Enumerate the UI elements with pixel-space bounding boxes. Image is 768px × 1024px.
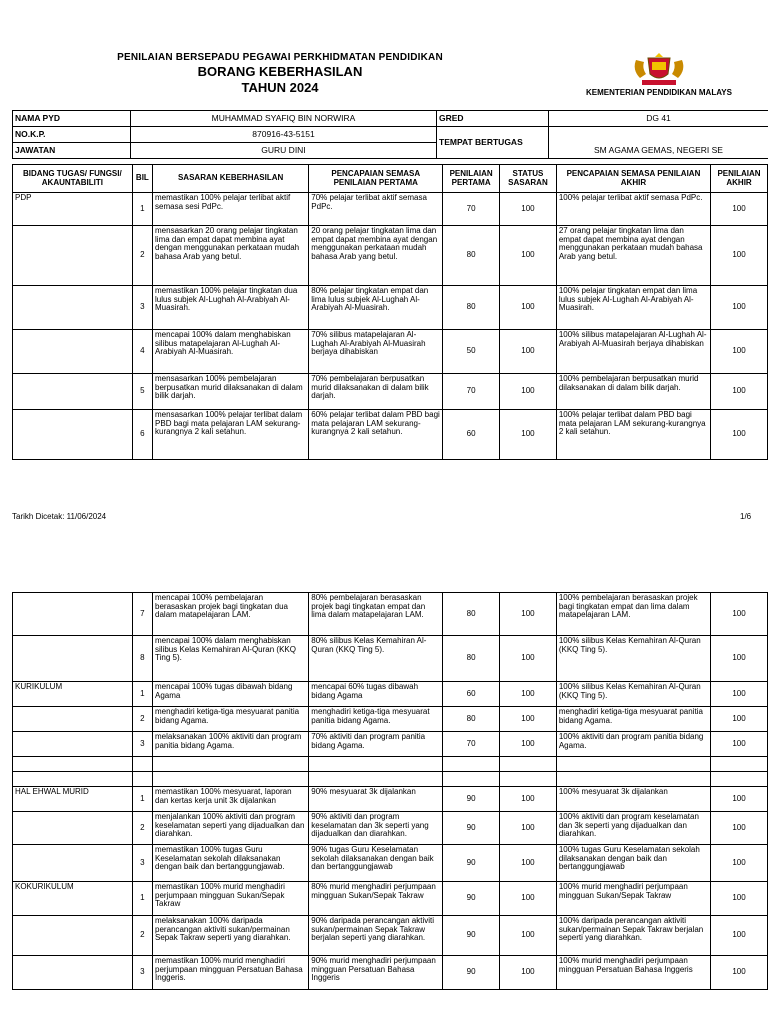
pencapaian-akhir-cell: 100% aktiviti dan program keselamatan dan 3k seperti yang dijadualkan dan diarahkan. [556, 812, 710, 845]
bil-cell: 7 [132, 593, 152, 636]
sasaran-cell: menjalankan 100% aktiviti dan program keselamatan seperti yang dijadualkan dan diarahkan. [153, 812, 309, 845]
status-sasaran-cell: 100 [500, 732, 557, 757]
sasaran-cell: mensasarkan 100% pembelajaran berpusatkan murid dilaksanakan di dalam bilik darjah. [153, 374, 309, 410]
tempat-value: SM AGAMA GEMAS, NEGERI SE [549, 143, 768, 159]
form-title-year: TAHUN 2024 [241, 80, 319, 95]
tempat-label: TEMPAT BERTUGAS [437, 127, 549, 159]
empty-cell [443, 757, 500, 772]
bidang-cell: PDP [13, 193, 133, 226]
penilaian-akhir-cell: 100 [711, 226, 768, 286]
pencapaian-akhir-cell: 100% mesyuarat 3k dijalankan [556, 787, 710, 812]
status-sasaran-cell: 100 [500, 787, 557, 812]
bil-cell: 3 [132, 845, 152, 882]
bidang-cell [13, 812, 133, 845]
table-row [13, 845, 768, 882]
bil-cell: 3 [132, 732, 152, 757]
print-date: Tarikh Dicetak: 11/06/2024 [12, 512, 107, 521]
empty-cell [556, 757, 710, 772]
pencapaian-akhir-cell: 100% tugas Guru Keselamatan sekolah dilaksanakan dengan baik dan bertanggungjawab [556, 845, 710, 882]
table-row [13, 956, 768, 990]
bil-cell: 3 [132, 956, 152, 990]
pencapaian-pertama-cell: 70% aktiviti dan program panitia bidang Agama. [309, 732, 443, 757]
penilaian-pertama-cell: 80 [443, 636, 500, 682]
penilaian-akhir-cell: 100 [711, 956, 768, 990]
empty-cell [309, 772, 443, 787]
nama-value: MUHAMMAD SYAFIQ BIN NORWIRA [131, 111, 437, 127]
bil-cell: 5 [132, 374, 152, 410]
status-sasaran-cell: 100 [500, 193, 557, 226]
penilaian-pertama-cell: 80 [443, 286, 500, 330]
pencapaian-akhir-cell: 100% aktiviti dan program panitia bidang Agama. [556, 732, 710, 757]
empty-cell [13, 772, 133, 787]
table-row [13, 374, 768, 410]
form-title-line1: PENILAIAN BERSEPADU PEGAWAI PERKHIDMATAN PENDIDIKAN [117, 52, 443, 63]
sasaran-cell: mencapai 100% pembelajaran berasaskan projek bagi tingkatan dua dalam matapelajaran LAM. [153, 593, 309, 636]
penilaian-akhir-cell: 100 [711, 193, 768, 226]
penilaian-pertama-cell: 50 [443, 330, 500, 374]
status-sasaran-cell: 100 [500, 226, 557, 286]
status-sasaran-cell: 100 [500, 707, 557, 732]
penilaian-akhir-cell: 100 [711, 374, 768, 410]
penilaian-pertama-cell: 80 [443, 593, 500, 636]
col-penilaian-akhir: PENILAIAN AKHIR [711, 165, 768, 193]
pencapaian-pertama-cell: 20 orang pelajar tingkatan lima dan empat dapat membina ayat dengan menggunakan perkataan mudah bahasa Arab yang betul. [309, 226, 443, 286]
nama-label: NAMA PYD [13, 111, 131, 127]
empty-cell [711, 757, 768, 772]
jawatan-value: GURU DINI [131, 143, 437, 159]
pencapaian-pertama-cell: 90% aktiviti dan program keselamatan dan 3k seperti yang dijadualkan dan diarahkan. [309, 812, 443, 845]
sasaran-cell: mencapai 100% dalam menghabiskan silibus Kelas Kemahiran Al-Quran (KKQ Ting 5). [153, 636, 309, 682]
pencapaian-pertama-cell: 80% murid menghadiri perjumpaan mingguan Sukan/Sepak Takraw [309, 882, 443, 916]
pencapaian-akhir-cell: 100% murid menghadiri perjumpaan mingguan Sukan/Sepak Takraw [556, 882, 710, 916]
bidang-cell [13, 410, 133, 460]
bidang-cell [13, 374, 133, 410]
table-row [13, 682, 768, 707]
table-row [13, 593, 768, 636]
pencapaian-akhir-cell: 100% pembelajaran berasaskan projek bagi tingkatan empat dan lima dalam matapelajaran LAM. [556, 593, 710, 636]
table-row [13, 732, 768, 757]
empty-cell [500, 772, 557, 787]
penilaian-akhir-cell: 100 [711, 286, 768, 330]
status-sasaran-cell: 100 [500, 286, 557, 330]
bidang-cell: KOKURIKULUM [13, 882, 133, 916]
empty-cell [443, 772, 500, 787]
page-number: 1/6 [740, 512, 752, 521]
keberhasilan-table-page2 [12, 592, 768, 990]
table-row [13, 707, 768, 732]
col-bidang: BIDANG TUGAS/ FUNGSI/ AKAUNTABILITI [13, 165, 133, 193]
status-sasaran-cell: 100 [500, 916, 557, 956]
pencapaian-pertama-cell: 70% silibus matapelajaran Al-Lughah Al-Arabiyah Al-Muasirah berjaya dihabiskan [309, 330, 443, 374]
status-sasaran-cell: 100 [500, 410, 557, 460]
sasaran-cell: memastikan 100% mesyuarat, laporan dan kertas kerja unit 3k dijalankan [153, 787, 309, 812]
info-table [12, 110, 768, 159]
pencapaian-akhir-cell: 100% silibus matapelajaran Al-Lughah Al-Arabiyah Al-Muasirah berjaya dihabiskan [556, 330, 710, 374]
bidang-cell [13, 732, 133, 757]
bil-cell: 2 [132, 916, 152, 956]
status-sasaran-cell: 100 [500, 845, 557, 882]
penilaian-akhir-cell: 100 [711, 636, 768, 682]
bidang-cell [13, 636, 133, 682]
penilaian-pertama-cell: 90 [443, 812, 500, 845]
pencapaian-pertama-cell: 90% daripada perancangan aktiviti sukan/permainan Sepak Takraw berjalan seperti yang diarahkan. [309, 916, 443, 956]
penilaian-akhir-cell: 100 [711, 732, 768, 757]
penilaian-akhir-cell: 100 [711, 916, 768, 956]
nokp-label: NO.K.P. [13, 127, 131, 143]
pencapaian-pertama-cell: 80% pembelajaran berasaskan projek bagi tingkatan empat dan lima dalam matapelajaran LAM. [309, 593, 443, 636]
pencapaian-akhir-cell: 100% pelajar terlibat dalam PBD bagi mata pelajaran LAM sekurang-kurangnya 2 kali setahun. [556, 410, 710, 460]
pencapaian-pertama-cell: 90% murid menghadiri perjumpaan mingguan Persatuan Bahasa Inggeris [309, 956, 443, 990]
empty-cell [500, 757, 557, 772]
pencapaian-akhir-cell: 100% pelajar terlibat aktif semasa PdPc. [556, 193, 710, 226]
sasaran-cell: memastikan 100% tugas Guru Keselamatan sekolah dilaksanakan dengan baik dan bertanggungjawab. [153, 845, 309, 882]
table-row [13, 787, 768, 812]
penilaian-pertama-cell: 60 [443, 682, 500, 707]
bil-cell: 2 [132, 707, 152, 732]
ministry-name: KEMENTERIAN PENDIDIKAN MALAYS [586, 88, 732, 97]
table-row [13, 636, 768, 682]
table-row [13, 410, 768, 460]
status-sasaran-cell: 100 [500, 682, 557, 707]
bidang-cell: KURIKULUM [13, 682, 133, 707]
table-row [13, 193, 768, 226]
col-bil: BIL [132, 165, 152, 193]
sasaran-cell: memastikan 100% murid menghadiri perjumpaan mingguan Persatuan Bahasa Inggeris. [153, 956, 309, 990]
table-row [13, 916, 768, 956]
table-row [13, 757, 768, 772]
pencapaian-pertama-cell: 70% pembelajaran berpusatkan murid dilaksanakan di dalam bilik darjah. [309, 374, 443, 410]
col-penilaian-pertama: PENILAIAN PERTAMA [443, 165, 500, 193]
table-row [13, 226, 768, 286]
status-sasaran-cell: 100 [500, 593, 557, 636]
bidang-cell [13, 845, 133, 882]
sasaran-cell: mencapai 100% tugas dibawah bidang Agama [153, 682, 309, 707]
col-sasaran: SASARAN KEBERHASILAN [153, 165, 309, 193]
col-pencapaian-akhir: PENCAPAIAN SEMASA PENILAIAN AKHIR [556, 165, 710, 193]
bil-cell: 1 [132, 787, 152, 812]
bil-cell: 1 [132, 193, 152, 226]
sasaran-cell: mensasarkan 100% pelajar terlibat dalam PBD bagi mata pelajaran LAM sekurang-kurangnya 2 kali setahun. [153, 410, 309, 460]
page-header [0, 0, 768, 112]
penilaian-pertama-cell: 60 [443, 410, 500, 460]
pencapaian-pertama-cell: 80% pelajar tingkatan empat dan lima lulus subjek Al-Lughah Al-Arabiyah Al-Muasirah. [309, 286, 443, 330]
empty-cell [556, 772, 710, 787]
empty-cell [153, 757, 309, 772]
sasaran-cell: mencapai 100% dalam menghabiskan silibus matapelajaran Al-Lughah Al-Arabiyah Al-Muasirah. [153, 330, 309, 374]
pencapaian-pertama-cell: mencapai 60% tugas dibawah bidang Agama [309, 682, 443, 707]
table-row [13, 286, 768, 330]
table-row [13, 882, 768, 916]
sasaran-cell: mensasarkan 20 orang pelajar tingkatan lima dan empat dapat membina ayat dengan menggunakan perkataan mudah bahasa Arab yang betul. [153, 226, 309, 286]
pencapaian-akhir-cell: 100% daripada perancangan aktiviti sukan/permainan Sepak Takraw berjalan seperti yang diarahkan. [556, 916, 710, 956]
pencapaian-akhir-cell: 27 orang pelajar tingkatan lima dan empat dapat membina ayat dengan menggunakan perkataan mudah bahasa Arab yang betul. [556, 226, 710, 286]
pencapaian-pertama-cell: 60% pelajar terlibat dalam PBD bagi mata pelajaran LAM sekurang-kurangnya 2 kali setahun. [309, 410, 443, 460]
bil-cell: 8 [132, 636, 152, 682]
sasaran-cell: menghadiri ketiga-tiga mesyuarat panitia bidang Agama. [153, 707, 309, 732]
gred-label: GRED [437, 111, 549, 127]
empty-cell [711, 772, 768, 787]
bidang-cell [13, 330, 133, 374]
bidang-cell [13, 956, 133, 990]
pencapaian-akhir-cell: 100% pembelajaran berpusatkan murid dilaksanakan di dalam bilik darjah. [556, 374, 710, 410]
penilaian-pertama-cell: 80 [443, 707, 500, 732]
empty-cell [13, 757, 133, 772]
bil-cell: 2 [132, 812, 152, 845]
empty-cell [132, 757, 152, 772]
bidang-cell [13, 286, 133, 330]
pencapaian-akhir-cell: menghadiri ketiga-tiga mesyuarat panitia bidang Agama. [556, 707, 710, 732]
bil-cell: 1 [132, 682, 152, 707]
penilaian-akhir-cell: 100 [711, 787, 768, 812]
penilaian-akhir-cell: 100 [711, 593, 768, 636]
bil-cell: 6 [132, 410, 152, 460]
penilaian-pertama-cell: 70 [443, 374, 500, 410]
sasaran-cell: melaksanakan 100% aktiviti dan program panitia bidang Agama. [153, 732, 309, 757]
penilaian-pertama-cell: 90 [443, 787, 500, 812]
pencapaian-pertama-cell: menghadiri ketiga-tiga mesyuarat panitia bidang Agama. [309, 707, 443, 732]
pencapaian-pertama-cell: 90% tugas Guru Keselamatan sekolah dilaksanakan dengan baik dan bertanggungjawab [309, 845, 443, 882]
sasaran-cell: memastikan 100% pelajar tingkatan dua lulus subjek Al-Lughah Al-Arabiyah Al-Muasirah. [153, 286, 309, 330]
coat-of-arms-icon [630, 52, 688, 88]
penilaian-akhir-cell: 100 [711, 882, 768, 916]
penilaian-pertama-cell: 70 [443, 193, 500, 226]
pencapaian-pertama-cell: 90% mesyuarat 3k dijalankan [309, 787, 443, 812]
table-row [13, 330, 768, 374]
penilaian-akhir-cell: 100 [711, 845, 768, 882]
bidang-cell [13, 593, 133, 636]
pencapaian-akhir-cell: 100% murid menghadiri perjumpaan mingguan Persatuan Bahasa Inggeris [556, 956, 710, 990]
bidang-cell [13, 916, 133, 956]
pencapaian-akhir-cell: 100% silibus Kelas Kemahiran Al-Quran (KKQ Ting 5). [556, 682, 710, 707]
jawatan-label: JAWATAN [13, 143, 131, 159]
empty-cell [153, 772, 309, 787]
penilaian-akhir-cell: 100 [711, 707, 768, 732]
bidang-cell [13, 707, 133, 732]
form-title-line2: BORANG KEBERHASILAN [197, 64, 363, 79]
penilaian-pertama-cell: 80 [443, 226, 500, 286]
nokp-value: 870916-43-5151 [131, 127, 437, 143]
sasaran-cell: memastikan 100% murid menghadiri perjumpaan mingguan Sukan/Sepak Takraw [153, 882, 309, 916]
penilaian-akhir-cell: 100 [711, 410, 768, 460]
sasaran-cell: memastikan 100% pelajar terlibat aktif semasa sesi PdPc. [153, 193, 309, 226]
status-sasaran-cell: 100 [500, 636, 557, 682]
penilaian-pertama-cell: 70 [443, 732, 500, 757]
bil-cell: 4 [132, 330, 152, 374]
pencapaian-pertama-cell: 70% pelajar terlibat aktif semasa PdPc. [309, 193, 443, 226]
empty-cell [309, 757, 443, 772]
pencapaian-pertama-cell: 80% silibus Kelas Kemahiran Al-Quran (KKQ Ting 5). [309, 636, 443, 682]
status-sasaran-cell: 100 [500, 330, 557, 374]
empty-cell [132, 772, 152, 787]
penilaian-pertama-cell: 90 [443, 882, 500, 916]
penilaian-akhir-cell: 100 [711, 812, 768, 845]
pencapaian-akhir-cell: 100% silibus Kelas Kemahiran Al-Quran (KKQ Ting 5). [556, 636, 710, 682]
bil-cell: 3 [132, 286, 152, 330]
penilaian-akhir-cell: 100 [711, 682, 768, 707]
penilaian-pertama-cell: 90 [443, 845, 500, 882]
bidang-cell [13, 226, 133, 286]
penilaian-pertama-cell: 90 [443, 956, 500, 990]
col-status-sasaran: STATUS SASARAN [500, 165, 557, 193]
bil-cell: 1 [132, 882, 152, 916]
status-sasaran-cell: 100 [500, 374, 557, 410]
keberhasilan-table-page1 [12, 164, 768, 460]
status-sasaran-cell: 100 [500, 956, 557, 990]
bil-cell: 2 [132, 226, 152, 286]
pencapaian-akhir-cell: 100% pelajar tingkatan empat dan lima lulus subjek Al-Lughah Al-Arabiyah Al-Muasirah. [556, 286, 710, 330]
status-sasaran-cell: 100 [500, 812, 557, 845]
bidang-cell: HAL EHWAL MURID [13, 787, 133, 812]
table-row [13, 772, 768, 787]
col-pencapaian-pertama: PENCAPAIAN SEMASA PENILAIAN PERTAMA [309, 165, 443, 193]
penilaian-akhir-cell: 100 [711, 330, 768, 374]
penilaian-pertama-cell: 90 [443, 916, 500, 956]
table-row [13, 812, 768, 845]
sasaran-cell: melaksanakan 100% daripada perancangan aktiviti sukan/permainan Sepak Takraw seperti yang diarahkan. [153, 916, 309, 956]
gred-value: DG 41 [549, 111, 768, 127]
status-sasaran-cell: 100 [500, 882, 557, 916]
